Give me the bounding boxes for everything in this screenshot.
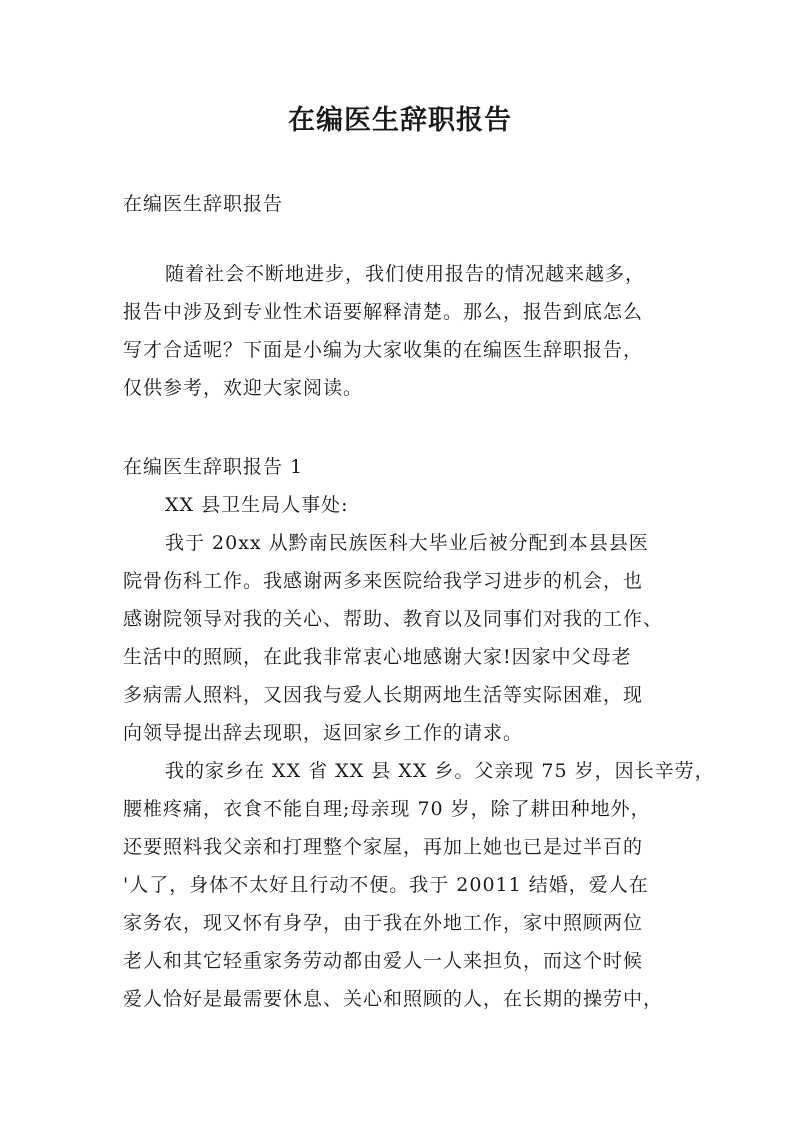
paragraph1-line-2: 院骨伤科工作。我感谢两多来医院给我学习进步的机会，也 <box>123 570 644 592</box>
intro-paragraph <box>123 255 683 407</box>
intro-line-4: 仅供参考，欢迎大家阅读。 <box>123 377 364 399</box>
paragraph2-line-5: 家务农，现又怀有身孕，由于我在外地工作，家中照顾两位 <box>123 912 644 934</box>
subtitle-line: 在编医生辞职报告 <box>123 193 284 215</box>
paragraph2-line-6: 老人和其它轻重家务劳动都由爱人一人来担负，而这个时候 <box>123 950 644 972</box>
section-heading: 在编医生辞职报告 1 <box>123 456 304 478</box>
document-title: 在编医生辞职报告 <box>288 105 512 136</box>
paragraph2-line-2: 腰椎疼痛，衣食不能自理;母亲现 70 岁，除了耕田种地外， <box>123 798 651 820</box>
intro-line-1: 随着社会不断地进步，我们使用报告的情况越来越多， <box>165 263 646 285</box>
intro-line-2: 报告中涉及到专业性术语要解释清楚。那么，报告到底怎么 <box>123 301 644 323</box>
paragraph1-line-6: 向领导提出辞去现职，返回家乡工作的请求。 <box>123 722 524 744</box>
paragraph1-line-1: 我于 20xx 从黔南民族医科大毕业后被分配到本县县医 <box>165 532 649 554</box>
paragraph2-line-7: 爱人恰好是最需要休息、关心和照顾的人，在长期的操劳中， <box>123 988 664 1010</box>
paragraph1-line-4: 生活中的照顾，在此我非常衷心地感谢大家!因家中父母老 <box>123 646 632 668</box>
letter-body <box>123 448 715 1018</box>
intro-line-3: 写才合适呢？下面是小编为大家收集的在编医生辞职报告， <box>123 339 644 361</box>
paragraph2-line-4: '人了，身体不太好且行动不便。我于 20011 结婚，爱人在 <box>123 874 649 896</box>
paragraph2-line-1: 我的家乡在 XX 省 XX 县 XX 乡。父亲现 75 岁，因长辛劳， <box>165 760 715 782</box>
paragraph2-line-3: 还要照料我父亲和打理整个家屋，再加上她也已是过半百的 <box>123 836 644 858</box>
document-subtitle <box>123 185 683 223</box>
salutation: XX 县卫生局人事处: <box>165 494 349 516</box>
paragraph1-line-5: 多病需人照料，又因我与爱人长期两地生活等实际困难，现 <box>123 684 644 706</box>
paragraph1-line-3: 感谢院领导对我的关心、帮助、教育以及同事们对我的工作、 <box>123 608 664 630</box>
